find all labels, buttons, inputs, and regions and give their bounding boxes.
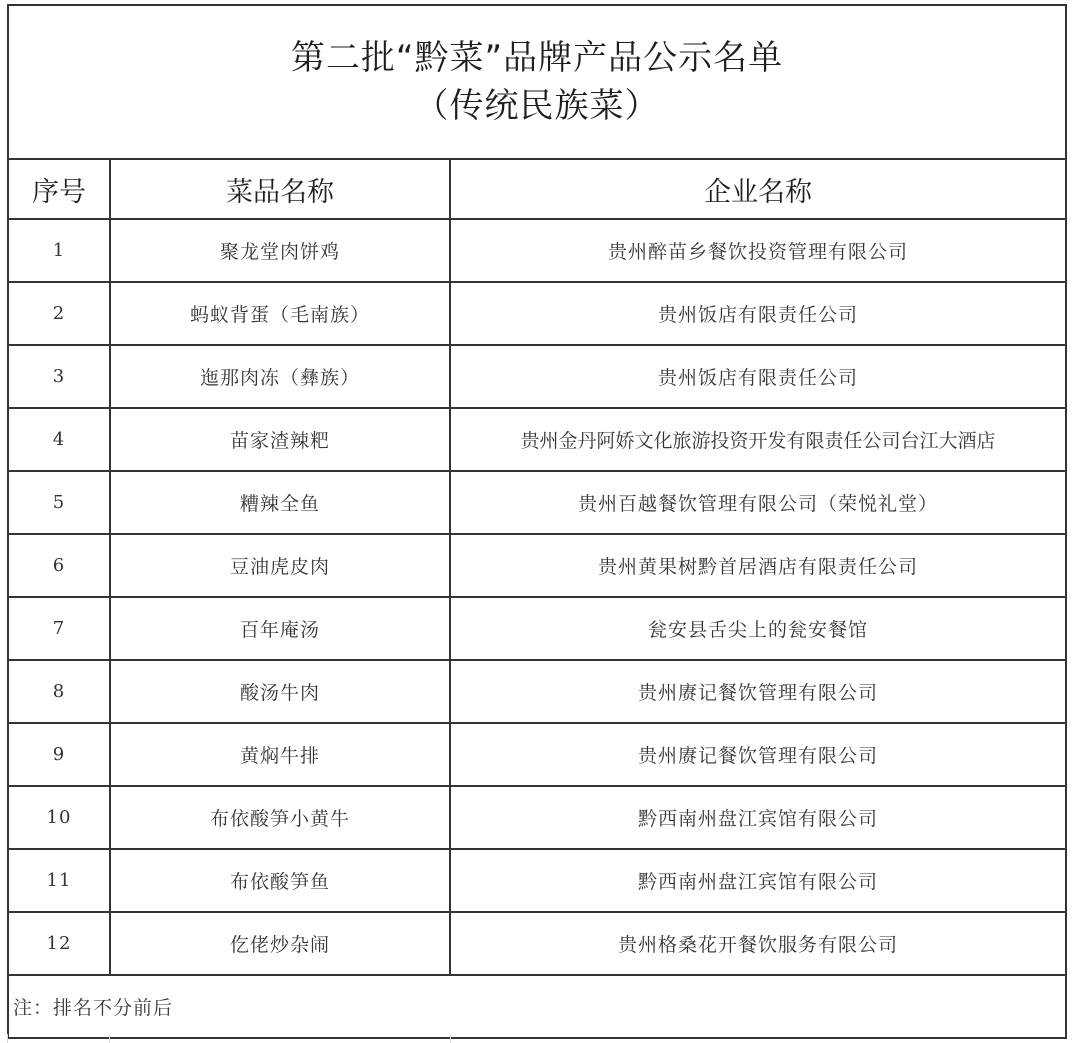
cell-dish: 迤那肉冻（彝族） bbox=[110, 345, 450, 408]
cell-index: 6 bbox=[9, 534, 110, 597]
table-row bbox=[9, 786, 1065, 849]
cell-dish: 酸汤牛肉 bbox=[110, 660, 450, 723]
cell-company: 贵州饭店有限责任公司 bbox=[450, 282, 1065, 345]
cell-index: 9 bbox=[9, 723, 110, 786]
table-row bbox=[9, 597, 1065, 660]
cell-dish: 蚂蚁背蛋（毛南族） bbox=[110, 282, 450, 345]
cell-company: 贵州赓记餐饮管理有限公司 bbox=[450, 660, 1065, 723]
cell-dish: 布依酸笋小黄牛 bbox=[110, 786, 450, 849]
note-row bbox=[9, 975, 1065, 1038]
table-row bbox=[9, 408, 1065, 471]
cell-company: 贵州醉苗乡餐饮投资管理有限公司 bbox=[450, 219, 1065, 282]
cell-company: 贵州黄果树黔首居酒店有限责任公司 bbox=[450, 534, 1065, 597]
spreadsheet-document bbox=[7, 4, 1067, 1039]
cell-dish: 聚龙堂肉饼鸡 bbox=[110, 219, 450, 282]
table-header-row bbox=[9, 160, 1065, 219]
table-row bbox=[9, 534, 1065, 597]
cell-dish: 豆油虎皮肉 bbox=[110, 534, 450, 597]
cell-dish: 仡佬炒杂闹 bbox=[110, 912, 450, 975]
cell-company: 贵州百越餐饮管理有限公司（荣悦礼堂） bbox=[450, 471, 1065, 534]
table-row bbox=[9, 723, 1065, 786]
table-row bbox=[9, 471, 1065, 534]
table-row bbox=[9, 849, 1065, 912]
cell-index: 7 bbox=[9, 597, 110, 660]
cell-dish: 黄焖牛排 bbox=[110, 723, 450, 786]
cell-company: 贵州金丹阿娇文化旅游投资开发有限责任公司台江大酒店 bbox=[450, 408, 1065, 471]
page-subtitle: （传统民族菜） bbox=[414, 86, 660, 126]
header-company-name: 企业名称 bbox=[450, 160, 1065, 219]
cell-company: 瓮安县舌尖上的瓮安餐馆 bbox=[450, 597, 1065, 660]
title-cell bbox=[9, 6, 1065, 160]
table-row bbox=[9, 345, 1065, 408]
gridline bbox=[450, 1034, 451, 1043]
cell-company: 贵州饭店有限责任公司 bbox=[450, 345, 1065, 408]
cell-index: 5 bbox=[9, 471, 110, 534]
cell-index: 2 bbox=[9, 282, 110, 345]
cell-dish: 苗家渣辣粑 bbox=[110, 408, 450, 471]
table-row bbox=[9, 282, 1065, 345]
header-index: 序号 bbox=[9, 160, 110, 219]
cell-dish: 布依酸笋鱼 bbox=[110, 849, 450, 912]
cell-company: 贵州格桑花开餐饮服务有限公司 bbox=[450, 912, 1065, 975]
cell-company: 黔西南州盘江宾馆有限公司 bbox=[450, 786, 1065, 849]
page-title: 第二批“黔菜”品牌产品公示名单 bbox=[290, 38, 784, 78]
cell-company: 贵州赓记餐饮管理有限公司 bbox=[450, 723, 1065, 786]
note-text: 注：排名不分前后 bbox=[9, 975, 1065, 1038]
cell-index: 3 bbox=[9, 345, 110, 408]
table-row bbox=[9, 219, 1065, 282]
cell-dish: 百年庵汤 bbox=[110, 597, 450, 660]
cell-index: 4 bbox=[9, 408, 110, 471]
cell-index: 1 bbox=[9, 219, 110, 282]
gridline bbox=[109, 1034, 110, 1043]
table-row bbox=[9, 660, 1065, 723]
header-dish-name: 菜品名称 bbox=[110, 160, 450, 219]
table-row bbox=[9, 912, 1065, 975]
cell-company: 黔西南州盘江宾馆有限公司 bbox=[450, 849, 1065, 912]
cell-index: 10 bbox=[9, 786, 110, 849]
cell-index: 11 bbox=[9, 849, 110, 912]
cell-dish: 糟辣全鱼 bbox=[110, 471, 450, 534]
cell-index: 8 bbox=[9, 660, 110, 723]
cell-index: 12 bbox=[9, 912, 110, 975]
dish-list-table bbox=[9, 160, 1065, 1039]
gridline-remnant bbox=[7, 1034, 1068, 1043]
